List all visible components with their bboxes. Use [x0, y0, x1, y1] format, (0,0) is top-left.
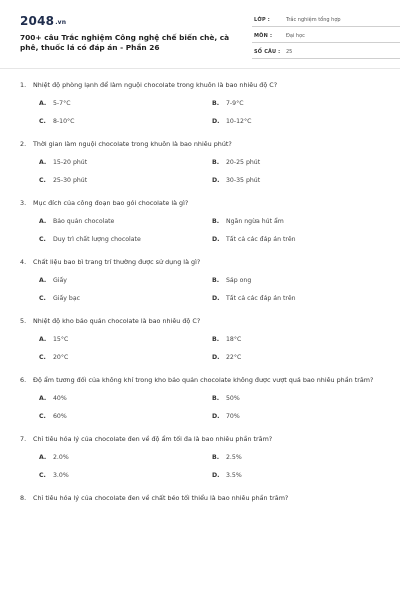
option-c[interactable]: [39, 118, 212, 126]
option-a[interactable]: [39, 100, 212, 108]
question-body: Độ ẩm tương đối của không khí trong kho bảo quản chocolate không được vượt quá bao nhiêu phần trăm?: [33, 376, 374, 384]
option-text: Sáp ong: [226, 277, 252, 284]
option-text: Tất cả các đáp án trên: [226, 236, 296, 243]
question-item: [20, 257, 382, 303]
meta-value: Trắc nghiệm tổng hợp: [286, 17, 341, 23]
option-b[interactable]: [212, 100, 385, 108]
option-text: Ngăn ngừa hút ẩm: [226, 218, 284, 225]
option-letter: B.: [212, 159, 220, 166]
question-list: [20, 80, 382, 503]
option-text: 2.5%: [226, 454, 242, 461]
question-number: 5.: [20, 317, 27, 325]
option-text: 7-9°C: [226, 100, 244, 107]
option-letter: A.: [39, 395, 47, 402]
option-grid: [20, 454, 382, 480]
option-letter: C.: [39, 472, 46, 479]
question-number: 4.: [20, 258, 27, 266]
question-text: [20, 80, 382, 90]
question-text: [20, 493, 382, 503]
question-item: [20, 198, 382, 244]
option-letter: A.: [39, 336, 47, 343]
question-text: [20, 257, 382, 267]
header-divider: [0, 68, 400, 69]
option-letter: B.: [212, 277, 220, 284]
option-letter: B.: [212, 336, 220, 343]
logo-suffix: .vn: [55, 19, 67, 26]
option-letter: C.: [39, 354, 46, 361]
option-d[interactable]: [212, 295, 385, 303]
option-b[interactable]: [212, 159, 385, 167]
option-text: Tất cả các đáp án trên: [226, 295, 296, 302]
question-number: 1.: [20, 81, 27, 89]
option-letter: D.: [212, 177, 220, 184]
meta-label: LỚP :: [254, 17, 270, 23]
option-a[interactable]: [39, 395, 212, 403]
question-body: Mục đích của công đoạn bao gói chocolate là gì?: [33, 199, 189, 207]
option-b[interactable]: [212, 218, 385, 226]
question-text: [20, 198, 382, 208]
option-c[interactable]: [39, 295, 212, 303]
option-letter: B.: [212, 454, 220, 461]
question-text: [20, 434, 382, 444]
option-d[interactable]: [212, 177, 385, 185]
option-text: 15°C: [53, 336, 69, 343]
option-text: 25-30 phút: [53, 177, 88, 184]
logo-text: 2048: [20, 14, 55, 28]
meta-row-subject: [252, 30, 400, 43]
option-text: 20-25 phút: [226, 159, 261, 166]
question-number: 6.: [20, 376, 27, 384]
option-d[interactable]: [212, 472, 385, 480]
option-b[interactable]: [212, 277, 385, 285]
option-letter: D.: [212, 118, 220, 125]
option-text: 3.0%: [53, 472, 69, 479]
option-b[interactable]: [212, 454, 385, 462]
option-grid: [20, 218, 382, 244]
question-item: [20, 316, 382, 362]
option-letter: B.: [212, 100, 220, 107]
option-letter: A.: [39, 454, 47, 461]
option-letter: C.: [39, 236, 46, 243]
question-text: [20, 139, 382, 149]
option-a[interactable]: [39, 336, 212, 344]
question-body: Thời gian làm nguội chocolate trong khuôn là bao nhiêu phút?: [33, 140, 232, 148]
question-spacer: [20, 126, 382, 139]
document-meta: [252, 14, 400, 62]
option-a[interactable]: [39, 218, 212, 226]
option-letter: C.: [39, 413, 46, 420]
question-body: Nhiệt độ phòng lạnh để làm nguội chocolate trong khuôn là bao nhiêu độ C?: [33, 81, 278, 89]
meta-row-class: [252, 14, 400, 27]
option-text: 40%: [53, 395, 67, 402]
option-letter: A.: [39, 159, 47, 166]
option-letter: D.: [212, 472, 220, 479]
question-item: [20, 493, 382, 503]
option-c[interactable]: [39, 472, 212, 480]
meta-row-count: [252, 46, 400, 59]
option-d[interactable]: [212, 236, 385, 244]
option-text: 20°C: [53, 354, 69, 361]
option-text: 5-7°C: [53, 100, 71, 107]
option-text: 3.5%: [226, 472, 242, 479]
option-letter: C.: [39, 118, 46, 125]
meta-label: SỐ CÂU :: [254, 49, 281, 55]
option-letter: D.: [212, 236, 220, 243]
option-text: 50%: [226, 395, 240, 402]
meta-value: 25: [286, 49, 293, 55]
question-text: [20, 316, 382, 326]
option-c[interactable]: [39, 236, 212, 244]
option-c[interactable]: [39, 177, 212, 185]
option-b[interactable]: [212, 395, 385, 403]
question-spacer: [20, 480, 382, 493]
meta-value: Đại học: [286, 33, 305, 39]
option-text: 70%: [226, 413, 240, 420]
option-letter: C.: [39, 177, 46, 184]
question-item: [20, 80, 382, 126]
option-grid: [20, 395, 382, 421]
question-body: Chỉ tiêu hóa lý của chocolate đen về chất béo tối thiểu là bao nhiêu phần trăm?: [33, 494, 289, 502]
question-body: Chỉ tiêu hóa lý của chocolate đen về độ ẩm tối đa là bao nhiêu phần trăm?: [33, 435, 273, 443]
question-number: 7.: [20, 435, 27, 443]
option-a[interactable]: [39, 159, 212, 167]
option-text: Giấy: [53, 277, 67, 284]
question-spacer: [20, 421, 382, 434]
option-grid: [20, 100, 382, 126]
question-number: 3.: [20, 199, 27, 207]
question-spacer: [20, 244, 382, 257]
option-a[interactable]: [39, 454, 212, 462]
question-item: [20, 139, 382, 185]
question-text: [20, 375, 382, 385]
option-c[interactable]: [39, 354, 212, 362]
document-title: 700+ câu Trắc nghiệm Công nghệ chế biến chè, cà phê, thuốc lá có đáp án - Phần 26: [20, 33, 230, 52]
option-c[interactable]: [39, 413, 212, 421]
option-text: 22°C: [226, 354, 242, 361]
option-text: 2.0%: [53, 454, 69, 461]
meta-label: MÔN :: [254, 33, 273, 39]
option-letter: D.: [212, 354, 220, 361]
option-letter: A.: [39, 218, 47, 225]
option-grid: [20, 336, 382, 362]
option-text: 60%: [53, 413, 67, 420]
option-text: Bảo quản chocolate: [53, 218, 115, 225]
question-body: Chất liệu bao bì trang trí thường được sử dụng là gì?: [33, 258, 201, 266]
option-letter: A.: [39, 100, 47, 107]
option-a[interactable]: [39, 277, 212, 285]
option-d[interactable]: [212, 354, 385, 362]
option-text: 30-35 phút: [226, 177, 261, 184]
option-letter: D.: [212, 413, 220, 420]
option-letter: D.: [212, 295, 220, 302]
question-number: 2.: [20, 140, 27, 148]
question-item: [20, 434, 382, 480]
option-grid: [20, 159, 382, 185]
option-text: Duy trì chất lượng chocolate: [53, 236, 141, 243]
option-text: 10-12°C: [226, 118, 252, 125]
question-spacer: [20, 362, 382, 375]
question-spacer: [20, 303, 382, 316]
option-letter: A.: [39, 277, 47, 284]
option-text: 18°C: [226, 336, 242, 343]
option-text: 8-10°C: [53, 118, 75, 125]
question-body: Nhiệt độ kho bảo quản chocolate là bao nhiêu độ C?: [33, 317, 201, 325]
option-letter: C.: [39, 295, 46, 302]
question-item: [20, 375, 382, 421]
option-letter: B.: [212, 395, 220, 402]
page-header: [20, 14, 382, 64]
option-b[interactable]: [212, 336, 385, 344]
option-text: 15-20 phút: [53, 159, 88, 166]
question-number: 8.: [20, 494, 27, 502]
option-letter: B.: [212, 218, 220, 225]
option-d[interactable]: [212, 413, 385, 421]
option-text: Giấy bạc: [53, 295, 81, 302]
question-spacer: [20, 185, 382, 198]
option-grid: [20, 277, 382, 303]
option-d[interactable]: [212, 118, 385, 126]
site-logo[interactable]: [20, 14, 66, 28]
